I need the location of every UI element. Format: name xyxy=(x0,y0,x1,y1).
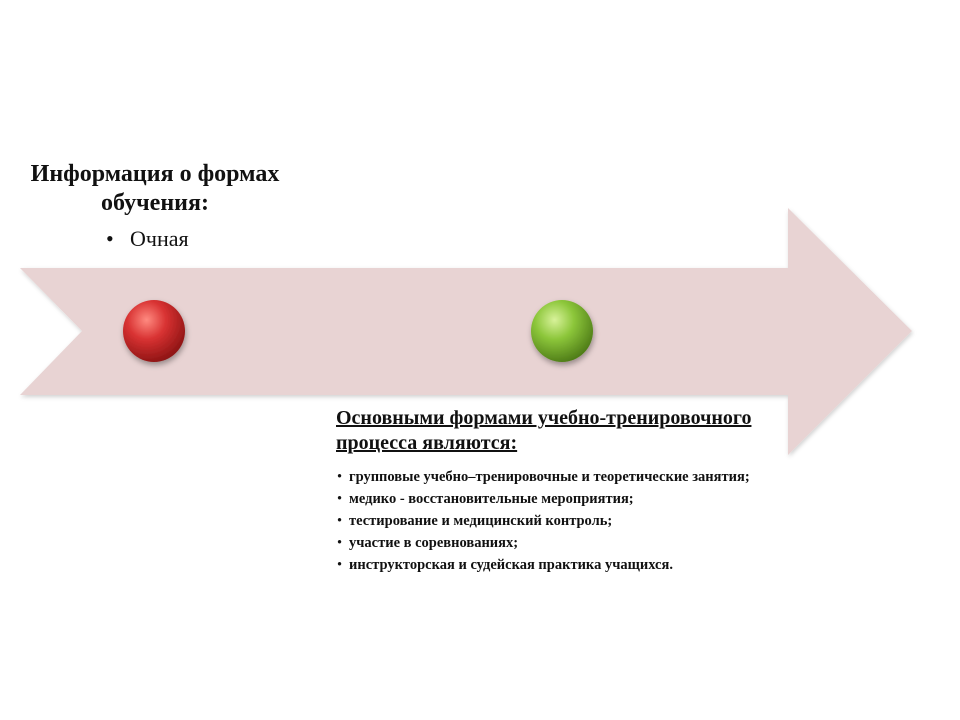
list-item: • медико - восстановительные мероприятия; xyxy=(336,490,806,508)
education-forms-list xyxy=(30,226,280,252)
training-forms-block xyxy=(336,406,806,578)
education-forms-block xyxy=(30,160,280,252)
list-item: • участие в соревнованиях; xyxy=(336,534,806,552)
education-forms-heading: Информация о формах обучения: xyxy=(30,161,280,216)
red-circle-marker xyxy=(123,300,185,362)
green-circle-marker xyxy=(531,300,593,362)
list-item: • Очная xyxy=(106,226,280,252)
list-item: • инструкторская и судейская практика учащихся. xyxy=(336,556,806,574)
training-forms-heading: Основными формами учебно-тренировочного процесса являются: xyxy=(336,407,752,454)
training-forms-list xyxy=(336,468,806,574)
list-item: • тестирование и медицинский контроль; xyxy=(336,512,806,530)
list-item: • групповые учебно–тренировочные и теоретические занятия; xyxy=(336,468,806,486)
